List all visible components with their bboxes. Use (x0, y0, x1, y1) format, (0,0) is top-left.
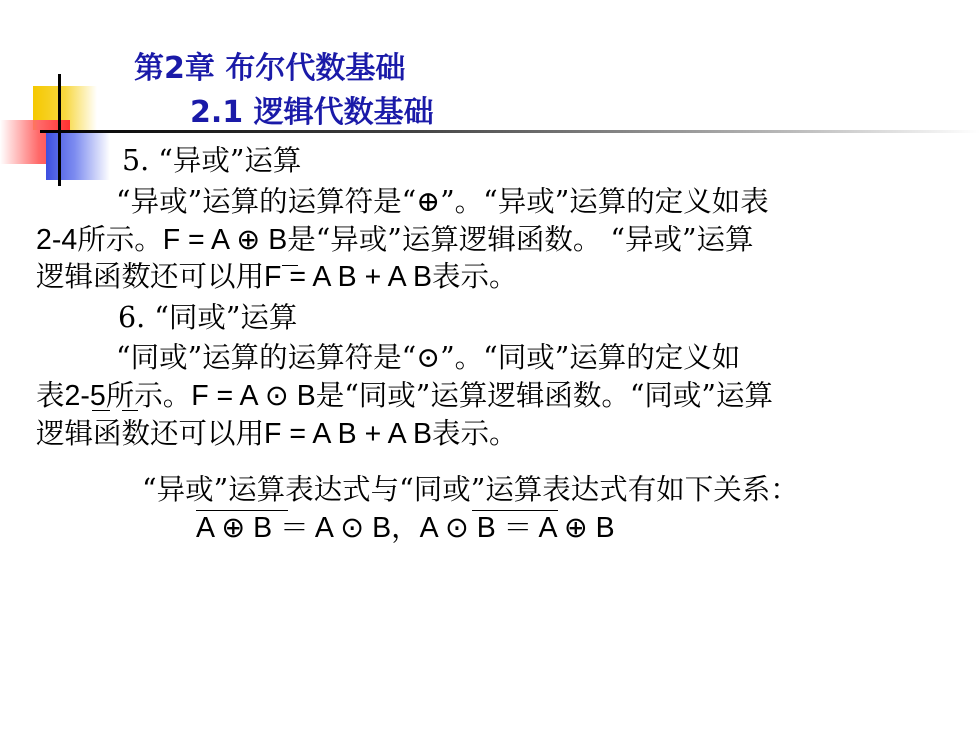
xnor-heading: 6. “同或”运算 (118, 301, 298, 334)
title-underline (40, 130, 980, 133)
text: 表 (36, 379, 65, 412)
overbar (132, 265, 150, 266)
xor-heading: 5. “异或”运算 (122, 144, 302, 177)
formula: F = A B + A B (264, 261, 432, 293)
relation-formula: A ⊕ B ＝ A ⊙ B，A ⊙ B ＝ A ⊕ B (196, 512, 615, 544)
xnor-line-2 (36, 378, 773, 414)
xor-line-1: “异或”运算的运算符是“⊕”。“异或”运算的定义如表 (116, 185, 769, 218)
text: 逻辑函数还可以用 (36, 417, 265, 450)
text: 所示。 (105, 379, 192, 412)
text: 表示。 (431, 417, 518, 450)
text: 所示。 (77, 223, 163, 256)
chapter-title: 第2章 布尔代数基础 (134, 51, 406, 86)
text: 表示。 (431, 260, 518, 293)
table-ref: 2-5 (64, 380, 106, 412)
xnor-line-3 (36, 416, 517, 452)
xor-line-2 (36, 222, 754, 258)
section-title: 2.1 逻辑代数基础 (190, 95, 434, 130)
formula: F = A ⊕ B (162, 224, 288, 256)
xnor-line-1: “同或”运算的运算符是“⊙”。“同或”运算的定义如 (116, 341, 741, 374)
overbar (122, 410, 138, 411)
formula: F = A B + A B (264, 418, 432, 450)
overbar (92, 410, 110, 411)
decor-blue-block (46, 132, 110, 180)
text: 是“异或”运算逻辑函数。 “异或”运算 (287, 223, 754, 256)
text: 是“同或”运算逻辑函数。“同或”运算 (315, 379, 774, 412)
formula: F = A ⊙ B (191, 380, 316, 412)
relation-text: “异或”运算表达式与“同或”运算表达式有如下关系： (142, 473, 799, 506)
xor-line-3 (36, 259, 517, 295)
text: 逻辑函数还可以用 (36, 260, 265, 293)
table-ref: 2-4 (36, 224, 78, 256)
overbar (282, 265, 298, 266)
